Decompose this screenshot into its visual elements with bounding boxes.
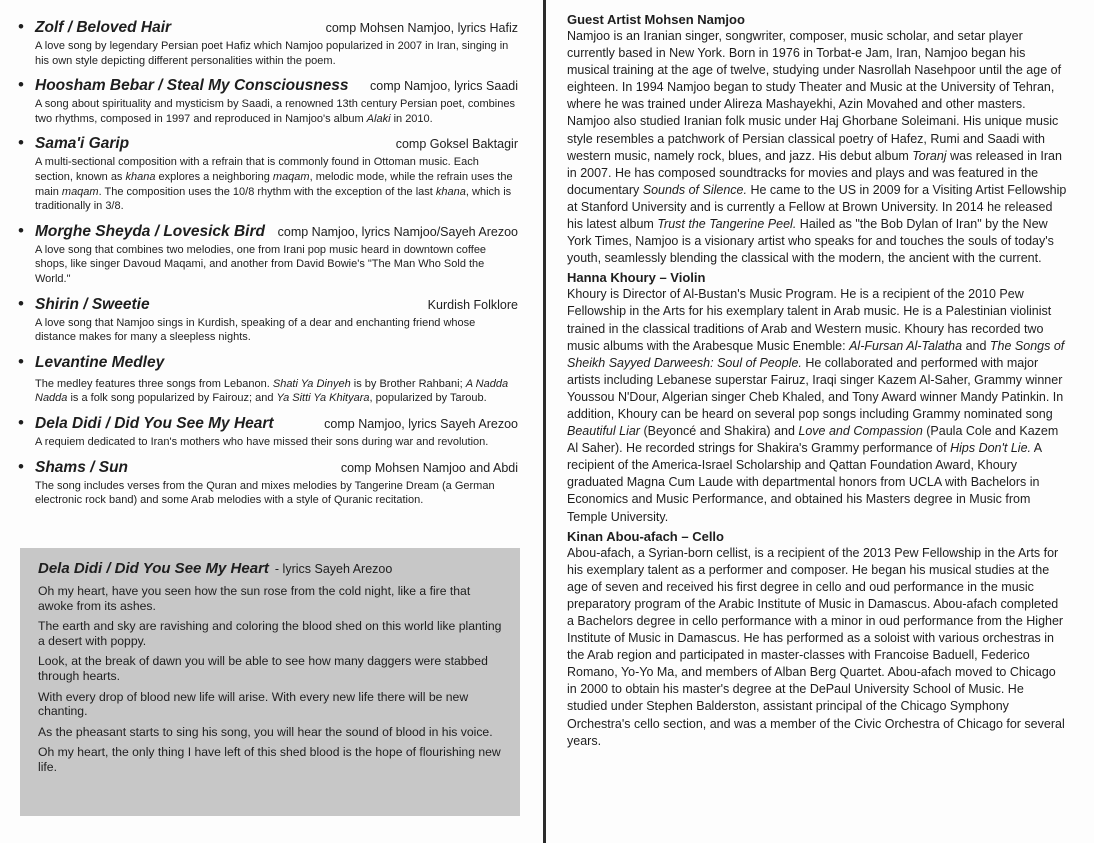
song-credit: comp Goksel Baktagir: [395, 137, 518, 152]
song-title: Shirin / Sweetie: [35, 295, 150, 313]
bio-heading: Kinan Abou-afach – Cello: [567, 528, 724, 544]
song-credit: comp Mohsen Namjoo, lyrics Hafiz: [325, 21, 518, 35]
song-item: [18, 353, 518, 406]
artist-bios: [567, 12, 1067, 753]
bio-section: [567, 12, 1067, 267]
bio-text: Abou-afach, a Syrian-born cellist, is a recipient of the 2013 Pew Fellowship in the Arts for his exemplary talent as a performer and composer. He began his musical studies at the age of seven and received his first degree in cello and oud performance in the music preparatory program of the Arabic Institute of Music in Damascus. Abou-afach completed a Bachelors degree in cello performance with a minor in oud performance from the Higher Institute of Music in Damascus. He has performed as a soloist with various orchestras in the Arab region and participated in master-classes with Francoise Baduell, Federico Romano, Yo-Yo Ma, and members of Alban Berg Quartet. Abou-afach moved to Chicago in 2000 to obtain his master's degree at the DePaul University School of Music. He studied under Stephen Balderston, assistant principal of the Chicago Symphony Orchestra's cello section, and was a member of the Civic Orchestra of Chicago for several years.: [567, 545, 1065, 748]
song-title: Zolf / Beloved Hair: [35, 19, 172, 36]
song-description: The song includes verses from the Quran and mixes melodies by Tangerine Dream (a German electronic rock band) and some Arab melodies with a style of Quranic recitation.: [35, 479, 495, 507]
song-header: [35, 295, 518, 315]
song-item: [18, 76, 518, 126]
lyrics-verse: As the pheasant starts to sing his song, you will hear the sound of blood in his voice.: [38, 724, 493, 739]
italic-title: khana: [125, 170, 156, 183]
bio-text: Namjoo is an Iranian singer, songwriter, composer, music scholar, and setar player currently based in New York. Born in 1976 in Torbat-e Jam, Iran, Namjoo began his musical training at the age of twelve, studying under Nasrollah Nasehpoor until the age of eighteen. In 1994 Namjoo began to study Theater and Music at the University of Tehran, where he was trained under Alireza Mashayekhi, Azin Movahed and other masters. Namjoo also studied Iranian folk music under Haj Ghorbane Soleimani. His unique music style resembles a patchwork of Persian classical poetry of Hafez, Rumi and Saadi with western music, namely rock, blues, and jazz. His debut album Toranj was released in Iran in 2007. He has composed soundtracks for movies and plays and was featured in the documentary Sounds of Silence. He came to the US in 2009 for a Visiting Artist Fellowship at Stanford University and is currently a Fellow at Brown University. In 2014 he released his latest album Trust the Tangerine Peel. Hailed as "the Bob Dylan of Iran" by the New York Times, Namjoo is a visionary artist who speaks for and touches the souls of today's youth, seamlessly blending the classical with the modern, the ancient with the current.: [567, 29, 1067, 266]
italic-title: maqam: [61, 185, 99, 198]
bio-heading: Hanna Khoury – Violin: [567, 270, 706, 286]
italic-title: A Nadda Nadda: [35, 377, 509, 405]
bullet-icon: •: [18, 75, 24, 95]
lyrics-verse: Oh my heart, the only thing I have left of this shed blood is the hope of flourishing new life.: [38, 745, 501, 774]
song-credit: Kurdish Folklore: [427, 297, 518, 312]
song-title: Hoosham Bebar / Steal My Consciousness: [35, 77, 349, 95]
song-header: [35, 134, 518, 154]
song-description: A love song that combines two melodies, one from Irani pop music heard in downtown coffee shops, like singer Davoud Maqami, and another from David Bowie's "The Man Who Sold the World.": [35, 243, 487, 285]
lyrics-box: [20, 548, 520, 816]
song-header: [35, 76, 518, 96]
song-description: A love song by legendary Persian poet Hafiz which Namjoo popularized in 2007 in Iran, singing in his own style depicting different personalities within the poem.: [35, 40, 509, 67]
song-credit: comp Namjoo, lyrics Saadi: [370, 79, 518, 94]
program-list: [18, 18, 518, 516]
song-credit: comp Mohsen Namjoo and Abdi: [340, 460, 518, 475]
italic-title: Shati Ya Dinyeh: [272, 377, 351, 390]
bio-text: Khoury is Director of Al-Bustan's Music Program. He is a recipient of the 2010 Pew Fellowship in the Arts for his exemplary talent in Arab music. He is a Palestinian violinist trained in the classical traditions of Arab and Western music. Khoury has recorded two music albums with the Arabesque Music Enemble: Al-Fursan Al-Talatha and The Songs of Sheikh Sayyed Darweesh: Soul of People. He collaborated and performed with major artists including Lebanese superstar Fairuz, Iraqi singer Kazem Al-Saher, Grammy winner Youssou N'Dour, Algerian singer Cheb Khaled, and Tony Award winner Mandy Patinkin. In addition, Khoury can be heard on several pop songs including Grammy nominated song Beautiful Liar (Beyoncé and Shakira) and Love and Compassion (Paula Cole and Kazem Al Saher). He recorded strings for Shakira's Grammy performance of Hips Don't Lie. A recipient of the America-Israel Scholarship and Qattan Foundation Award, Khoury graduated Magna Cum Laude with departmental honors from UCLA with Bachelors in Economics and Music Performance, and obtained his Masters degree in Music from Temple University.: [567, 287, 1065, 524]
lyrics-verse: Oh my heart, have you seen how the sun rose from the cold night, like a fire that awoke from its ashes.: [38, 584, 471, 613]
song-item: [18, 134, 518, 213]
song-title: Dela Didi / Did You See My Heart: [35, 414, 274, 432]
lyrics-verse: Look, at the break of dawn you will be able to see how many daggers were stabbed through hearts.: [38, 654, 488, 683]
bullet-icon: •: [18, 293, 24, 313]
page-fold-divider: [543, 0, 546, 843]
italic-title: maqam: [272, 170, 310, 183]
song-credit: comp Namjoo, lyrics Namjoo/Sayeh Arezoo: [277, 224, 518, 239]
song-description: A requiem dedicated to Iran's mothers who have missed their sons during war and revolution.: [35, 435, 489, 448]
song-header: [35, 414, 518, 434]
italic-title: Alaki: [366, 112, 391, 125]
song-title: Shams / Sun: [35, 458, 129, 476]
song-description: A multi-sectional composition with a refrain that is commonly found in Ottoman music. Each section, known as khana explores a neighboring maqam, melodic mode, while the refrain uses the main maqam. The composition uses the 10/8 rhythm with the exception of the last khana, which is traditionally in 3/8.: [35, 156, 513, 213]
bio-section: [567, 270, 1067, 525]
song-title: Morghe Sheyda / Lovesick Bird: [35, 222, 265, 240]
bullet-icon: •: [18, 220, 24, 240]
italic-title: Sounds of Silence.: [642, 182, 747, 197]
italic-title: khana: [435, 185, 466, 198]
lyrics-verse: The earth and sky are ravishing and coloring the blood shed on this world like planting a desert with poppy.: [38, 619, 502, 648]
song-description: A love song that Namjoo sings in Kurdish, speaking of a dear and enchanting friend whose distance makes for many a sleepless nights.: [35, 316, 476, 344]
italic-title: Trust the Tangerine Peel.: [657, 217, 797, 232]
song-item: [18, 414, 518, 450]
italic-title: The Songs of Sheikh Sayyed Darweesh: Soul of People.: [567, 338, 1065, 370]
song-description: A song about spirituality and mysticism by Saadi, a renowned 13th century Persian poet, combines two rhythms, composed in 1997 and reproduced in Namjoo's album Alaki in 2010.: [35, 98, 515, 125]
italic-title: Beautiful Liar: [567, 424, 640, 439]
song-item: [18, 18, 518, 68]
italic-title: Hips Don't Lie.: [950, 441, 1031, 456]
bullet-icon: •: [18, 456, 24, 476]
italic-title: Ya Sitti Ya Khityara: [276, 392, 370, 405]
song-item: [18, 458, 518, 508]
song-header: [35, 222, 518, 242]
lyrics-verse: With every drop of blood new life will arise. With every new life there will be new chanting.: [38, 689, 469, 719]
song-header: [35, 458, 518, 478]
lyrics-credit: - lyrics Sayeh Arezoo: [274, 562, 393, 576]
bio-heading: Guest Artist Mohsen Namjoo: [567, 12, 745, 27]
song-title: Sama'i Garip: [35, 135, 130, 153]
lyrics-title: Dela Didi / Did You See My Heart: [38, 560, 269, 577]
bullet-icon: •: [18, 17, 24, 36]
italic-title: Toranj: [912, 148, 947, 163]
song-title: Levantine Medley: [35, 353, 165, 371]
bullet-icon: •: [18, 133, 24, 153]
bullet-icon: •: [18, 351, 24, 371]
song-description: The medley features three songs from Lebanon. Shati Ya Dinyeh is by Brother Rahbani; A Nadda Nadda is a folk song popularized by Fairouz; and Ya Sitti Ya Khityara, popularized by Taroub.: [35, 377, 509, 405]
bullet-icon: •: [18, 412, 24, 432]
lyrics-header: [38, 560, 502, 577]
italic-title: Love and Compassion: [798, 424, 923, 439]
song-item: [18, 295, 518, 345]
song-header: [35, 353, 518, 373]
song-credit: comp Namjoo, lyrics Sayeh Arezoo: [324, 416, 518, 431]
italic-title: Al-Fursan Al-Talatha: [849, 338, 963, 353]
bio-section: [567, 529, 1067, 750]
song-header: [35, 18, 518, 38]
song-item: [18, 222, 518, 287]
